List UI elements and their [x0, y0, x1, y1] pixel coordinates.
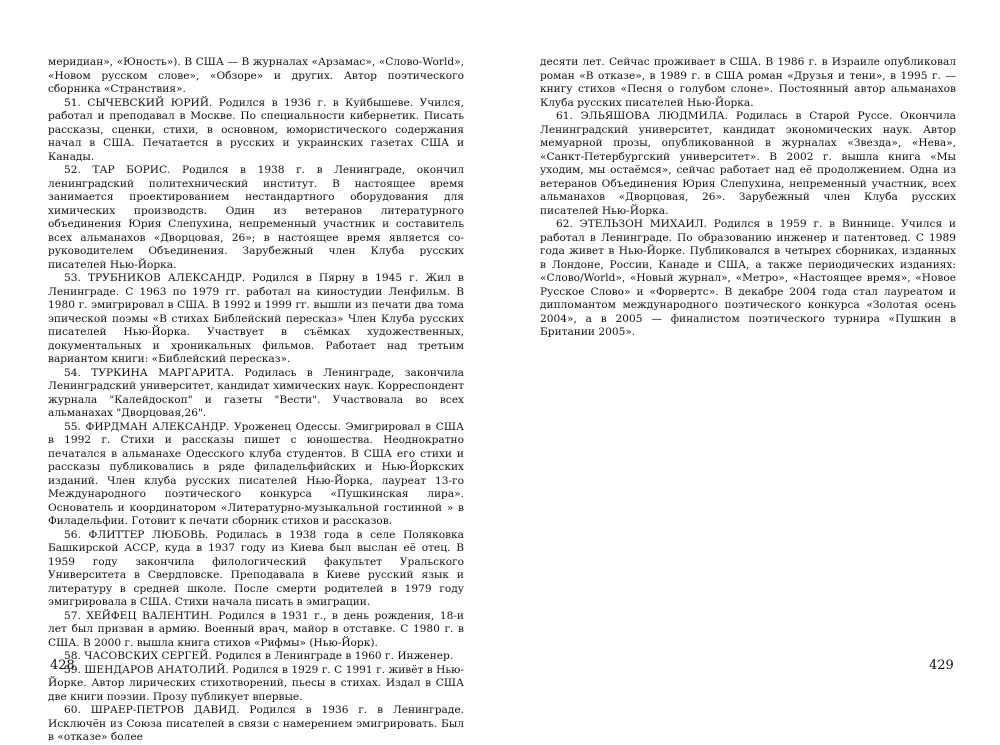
- bio-entry-61: 61. ЭЛЬЯШОВА ЛЮДМИЛА. Родилась в Старой Руссе. Окончила Ленинградский университет, кандидат экономических наук. Автор мемуарной прозы, опубликованной в журналах «Звезда», «Нева», «Санкт-Петербургский университет». В 2002 г. вышла книга «Мы уходим, мы остаёмся», сейчас работает над её продолжением. Одна из ветеранов Объединения Юрия Слепухина, непременный участник, всех альманахов «Дворцовая, 26». Зарубежный член Клуба русских писателей Нью-Йорка.: [540, 110, 956, 217]
- bio-entry-53: 53. ТРУБНИКОВ АЛЕКСАНДР. Родился в Пярну в 1945 г. Жил в Ленинграде. С 1963 по 1979 гг. работал на киностудии Ленфильм. В 1980 г. эмигрировал в США. В 1992 и 1999 гг. вышли из печати два тома эпической поэмы «В стихах Библейский пересказ» Член Клуба русских писателей Нью-Йорка. Участвует в съёмках художественных, документальных и хроникальных фильмов. Работает над третьим вариантом книги: «Библейский пересказ».: [48, 272, 464, 365]
- bio-entry-55: 55. ФИРДМАН АЛЕКСАНДР. Уроженец Одессы. Эмигрировал в США в 1992 г. Стихи и рассказы пишет с юношества. Неоднократно печатался в альманахе Одесского клуба студентов. В США его стихи и рассказы публиковались в ряде филадельфийских и Нью-Йоркских изданий. Член клуба русских писателей Нью-Йорка, лауреат 13-го Международного поэтического конкурса «Пушкинская лира». Основатель и координатором «Литературно-музыкальной гостинной » в Филадельфии. Готовит к печати сборник стихов и рассказов.: [48, 420, 464, 527]
- bio-entry-52: 52. ТАР БОРИС. Родился в 1938 г. в Ленинграде, окончил ленинградский политехнический институт. В настоящее время занимается проектированием нестандартного оборудования для химических производств. Один из ветеранов литературного объединения Юрия Слепухина, непременный участник и составитель всех альманахов «Дворцовая, 26»; в настоящее время является со-руководителем Объединения. Зарубежный член Клуба русских писателей Нью-Йорка.: [48, 164, 464, 271]
- page-number-left: 428: [50, 658, 75, 673]
- bio-entry-59: 59. ШЕНДАРОВ АНАТОЛИЙ. Родился в 1929 г. С 1991 г. живёт в Нью-Йорке. Автор лирических стихотворений, пьесы в стихах. Издал в США две книги поэзии. Прозу публикует впервые.: [48, 663, 464, 703]
- right-page-text: [540, 56, 956, 340]
- right-paragraph-continuation: десяти лет. Сейчас проживает в США. В 1986 г. в Израиле опубликовал роман «В отказе», в 1989 г. в США роман «Друзья и тени», в 1995 г. — книгу стихов «Песня о голубом слоне». Постоянный автор альманахов Клуба русских писателей Нью-Йорка.: [540, 56, 956, 109]
- left-page-text: [48, 56, 464, 745]
- bio-entry-54: 54. ТУРКИНА МАРГАРИТА. Родилась в Ленинграде, закончила Ленинградский университет, кандидат химических наук. Корреспондент журнала "Калейдоскоп" и газеты "Вести". Участвовала во всех альманахах "Дворцовая,26".: [48, 366, 464, 419]
- bio-entry-56: 56. ФЛИТТЕР ЛЮБОВЬ. Родилась в 1938 года в селе Поляковка Башкирской АССР, куда в 1937 году из Киева был выслан её отец. В 1959 году закончила филологический факультет Уральского Университета в Свердловске. Преподавала в Киеве русский язык и литературу в средней школе. После смерти родителей в 1979 году эмигрировала в США. Стихи начала писать в эмиграции.: [48, 528, 464, 608]
- left-paragraph-continuation: меридиан», «Юность»). В США — В журналах «Арзамас», «Слово-World», «Новом русском слове», «Обзоре» и других. Автор поэтического сборника «Странствия».: [48, 56, 464, 95]
- bio-entry-62: 62. ЭТЕЛЬЗОН МИХАИЛ. Родился в 1959 г. в Виннице. Учился и работал в Ленинграде. По образованию инженер и патентовед. С 1989 года живет в Нью-Йорке. Публиковался в четырех сборниках, изданных в Лондоне, России, Канаде и США, а также периодических изданиях: «Слово/World», «Новый журнал», «Метро», «Настоящее время», «Новое Русское Слово» и «Форвертс». В декабре 2004 года стал лауреатом и дипломантом международного поэтического конкурса «Золотая осень 2004», а в 2005 — финалистом поэтического турнира «Пушкин в Британии 2005».: [540, 218, 956, 338]
- bio-entry-51: 51. СЫЧЕВСКИЙ ЮРИЙ. Родился в 1936 г. в Куйбышеве. Учился, работал и преподавал в Москве. По специальности кибернетик. Писать рассказы, сценки, стихи, в основном, юмористического содержания начал в США. Печатается в русских и украинских газетах США и Канады.: [48, 96, 464, 163]
- bio-entry-58: 58. ЧАСОВСКИХ СЕРГЕЙ. Родился в Ленинграде в 1960 г. Инженер.: [64, 650, 454, 662]
- bio-entry-57: 57. ХЕЙФЕЦ ВАЛЕНТИН. Родился в 1931 г., в день рождения, 18-и лет был призван в армию. Военный врач, майор в отставке. С 1980 г. в США. В 2000 г. вышла книга стихов «Рифмы» (Нью-Йорк).: [48, 609, 464, 649]
- page-number-right: 429: [929, 658, 954, 673]
- bio-entry-60: 60. ШРАЕР-ПЕТРОВ ДАВИД. Родился в 1936 г. в Ленинграде. Исключён из Союза писателей в связи с намерением эмигрировать. Был в «отказе» более: [48, 704, 464, 743]
